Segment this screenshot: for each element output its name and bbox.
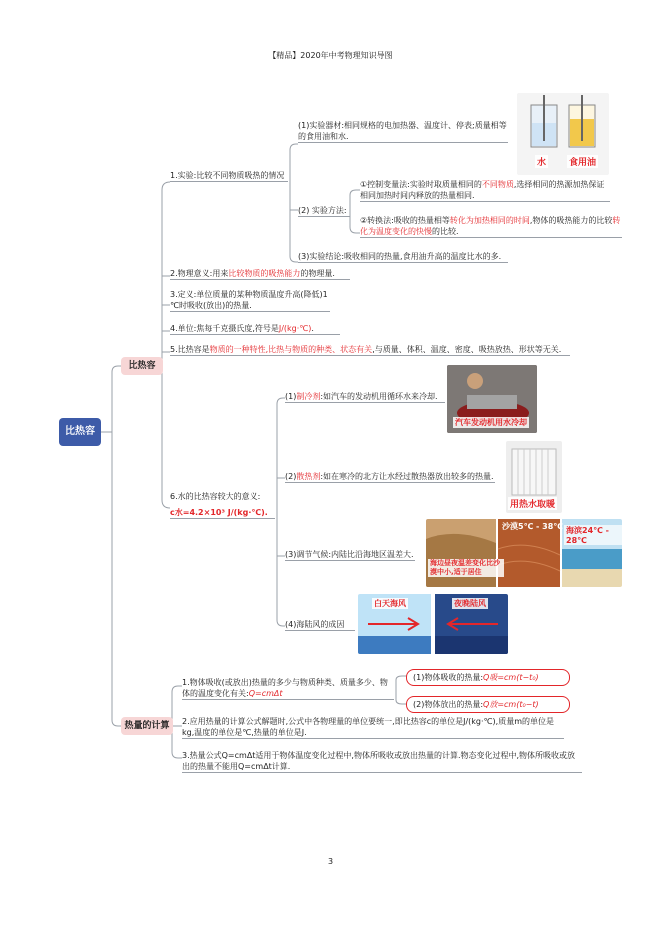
m2-text-red2: 转化为温度变化的快慢 <box>360 216 621 236</box>
node-property[interactable] <box>170 344 570 356</box>
coolant-red: 制冷剂 <box>296 392 321 401</box>
m2-text-b: ,物体的吸热能力的比较 <box>529 216 613 225</box>
caption-heating: 用热水取暖 <box>508 497 557 510</box>
breeze-num: (4) <box>285 620 297 629</box>
absorb-label: (1)物体吸收的热量: <box>413 673 484 682</box>
breeze-images <box>358 594 508 654</box>
label-night-land-breeze: 夜晚陆风 <box>454 599 486 608</box>
unit-b: . <box>311 324 314 333</box>
label-desert-temp: 沙漠5℃ - 38℃ <box>502 522 563 531</box>
node-sea-land-breeze[interactable] <box>285 619 355 631</box>
node-conclusion[interactable]: (3)实验结论:吸收相同的热量,食用油升高的温度比水的多. <box>298 251 508 263</box>
m1-text-a: ①控制变量法:实验时取质量相同的 <box>360 180 482 189</box>
m1-text-b: ,选择相同的热源加热保证相同加热时间内释放的热量相同. <box>360 180 605 200</box>
node-heat-factors[interactable] <box>182 677 394 700</box>
unit-red: J/(kg·℃) <box>278 324 312 333</box>
climate-images <box>426 519 622 587</box>
label-oil: 食用油 <box>567 155 598 168</box>
unit-a: 4.单位:焦每千克摄氏度,符号是 <box>170 324 279 333</box>
node-definition[interactable]: 3.定义:单位质量的某种物质温度升高(降低)1 ℃时吸收(放出)的热量. <box>170 289 330 312</box>
label-day-sea-breeze: 白天海风 <box>374 599 406 608</box>
meaning-red: 比较物质的吸热能力 <box>228 269 301 278</box>
node-conversion[interactable] <box>360 215 622 238</box>
node-unit[interactable] <box>170 323 340 335</box>
node-heat-dissipation[interactable] <box>285 471 495 483</box>
branch-heat-calculation[interactable]: 热量的计算 <box>121 717 173 735</box>
node-formula-scope[interactable]: 3.热量公式Q=cmΔt适用于物体温度变化过程中,物体所吸收或放出热量的计算.物态变化过程中,物体所吸收或放出的热量不能用Q=cmΔt计算. <box>182 750 582 773</box>
meaning-a: 2.物理意义:用来 <box>170 269 229 278</box>
climate-num: (3) <box>285 550 297 559</box>
page-header-title: 【精品】2020年中考物理知识导图 <box>268 51 393 60</box>
m2-text-c: 的比较. <box>432 227 459 236</box>
caption-climate: 海边昼夜温差变化比沙漠中小,适于居住 <box>428 559 504 577</box>
climate-text: 调节气候:内陆比沿海地区温差大. <box>296 550 414 559</box>
page-number: 3 <box>327 857 334 866</box>
release-formula: Q放=cm(t₀−t) <box>483 700 539 709</box>
radiator-image <box>506 441 562 513</box>
node-climate[interactable] <box>285 549 415 561</box>
m1-text-red: 不同物质 <box>481 180 514 189</box>
m2-text-a: ②转换法:吸收的热量相等 <box>360 216 450 225</box>
coolant-text: :如汽车的发动机用循环水来冷却. <box>320 392 438 401</box>
coolant-num: (1) <box>285 392 297 401</box>
node-units[interactable]: 2.应用热量的计算公式解题时,公式中各物理量的单位要统一,即比热容c的单位是J/(kg·℃),质量m的单位是kg,温度的单位是℃,热量的单位是J. <box>182 716 564 739</box>
absorb-formula: Q吸=cm(t−t₀) <box>483 673 539 682</box>
meaning-b: 的物理量. <box>300 269 335 278</box>
release-label: (2)物体放出的热量: <box>413 700 484 709</box>
label-sea-temp: 海滨24℃ - 28℃ <box>564 525 622 545</box>
node-meaning[interactable] <box>170 268 350 280</box>
node-control-variable[interactable] <box>360 179 610 202</box>
caption-car-cooling: 汽车发动机用水冷却 <box>455 418 527 427</box>
m2-text-red1: 转化为加热相同的时间 <box>449 216 530 225</box>
dissipation-text: :如在寒冷的北方让水经过散热器放出较多的热量. <box>320 472 494 481</box>
property-a: 5.比热容是 <box>170 345 210 354</box>
car-engine-image <box>447 365 537 433</box>
beaker-experiment-image <box>517 93 609 175</box>
breeze-text: 海陆风的成因 <box>296 620 345 629</box>
dissipation-red: 散热剂 <box>296 472 321 481</box>
root-node[interactable]: 比热容 <box>59 418 101 446</box>
node-method[interactable]: (2) 实验方法: <box>298 205 350 217</box>
node-absorb-heat[interactable] <box>406 669 570 686</box>
dissipation-num: (2) <box>285 472 297 481</box>
c1-formula: Q=cmΔt <box>248 689 283 698</box>
label-water: 水 <box>535 155 548 168</box>
node-coolant[interactable] <box>285 391 445 403</box>
property-red: 物质的一种特性,比热与物质的种类、状态有关 <box>209 345 373 354</box>
branch-specific-heat[interactable]: 比热容 <box>121 357 163 375</box>
node-release-heat[interactable] <box>406 696 570 713</box>
node-water-value: c水=4.2×10³ J/(kg·℃). <box>170 507 275 519</box>
c1-text: 1.物体吸收(或放出)热量的多少与物质种类、质量多少、物体的温度变化有关: <box>182 678 388 698</box>
node-experiment[interactable]: 1.实验:比较不同物质吸热的情况 <box>170 170 288 182</box>
property-b: ,与质量、体积、温度、密度、吸热放热、形状等无关. <box>372 345 562 354</box>
node-materials[interactable]: (1)实验器材:相同规格的电加热器、温度计、停表;质量相等的食用油和水. <box>298 121 507 141</box>
node-water-title[interactable]: 6.水的比热容较大的意义: <box>170 492 261 501</box>
